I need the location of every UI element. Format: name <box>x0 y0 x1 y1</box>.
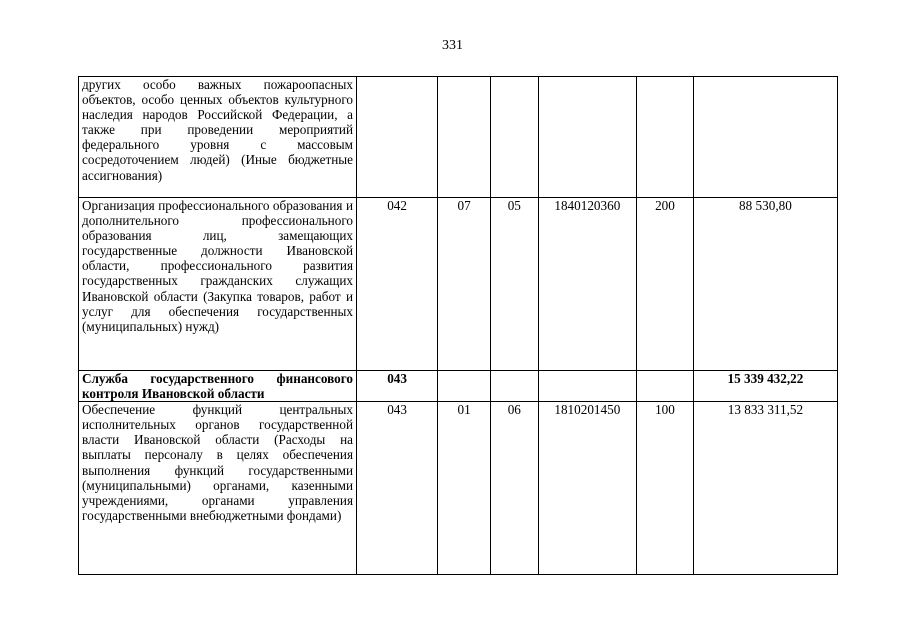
row-subsection-code: 06 <box>490 402 538 575</box>
row-ved-code: 043 <box>357 402 438 575</box>
table-row <box>79 77 838 198</box>
row-description: Организация профессионального образования и дополнительного профессионального образования лиц, замещающих государственные должности Ивановской области, профессионального развития государственных гражданских служащих Ивановской области (Закупка товаров, работ и услуг для обеспечения государственных (муниципальных) нужд) <box>79 198 357 371</box>
row-amount: 15 339 432,22 <box>693 371 837 402</box>
row-expense-type-code: 100 <box>637 402 694 575</box>
row-target-article-code: 1810201450 <box>538 402 636 575</box>
row-target-article-code <box>538 371 636 402</box>
row-expense-type-code: 200 <box>637 198 694 371</box>
row-expense-type-code <box>637 77 694 198</box>
row-ved-code: 043 <box>357 371 438 402</box>
row-subsection-code <box>490 371 538 402</box>
row-amount: 13 833 311,52 <box>693 402 837 575</box>
row-subsection-code: 05 <box>490 198 538 371</box>
row-section-code <box>438 77 491 198</box>
row-ved-code <box>357 77 438 198</box>
row-subsection-code <box>490 77 538 198</box>
table-row <box>79 198 838 371</box>
row-section-code <box>438 371 491 402</box>
row-amount <box>693 77 837 198</box>
budget-table <box>78 76 838 575</box>
row-amount: 88 530,80 <box>693 198 837 371</box>
row-ved-code: 042 <box>357 198 438 371</box>
row-target-article-code <box>538 77 636 198</box>
page-number: 331 <box>442 38 463 53</box>
row-description: других особо важных пожароопасных объектов, особо ценных объектов культурного наследия народов Российской Федерации, а также при проведении мероприятий федерального уровня с массовым сосредоточением людей) (Иные бюджетные ассигнования) <box>79 77 357 198</box>
row-description: Обеспечение функций центральных исполнительных органов государственной власти Ивановской области (Расходы на выплаты персоналу в целях обеспечения выполнения функций государственными (муниципальными) органами, казенными учреждениями, органами управления государственными внебюджетными фондами) <box>79 402 357 575</box>
table-row <box>79 402 838 575</box>
table-row <box>79 371 838 402</box>
row-section-code: 01 <box>438 402 491 575</box>
row-target-article-code: 1840120360 <box>538 198 636 371</box>
row-expense-type-code <box>637 371 694 402</box>
row-section-code: 07 <box>438 198 491 371</box>
row-description: Служба государственного финансового контроля Ивановской области <box>79 371 357 402</box>
